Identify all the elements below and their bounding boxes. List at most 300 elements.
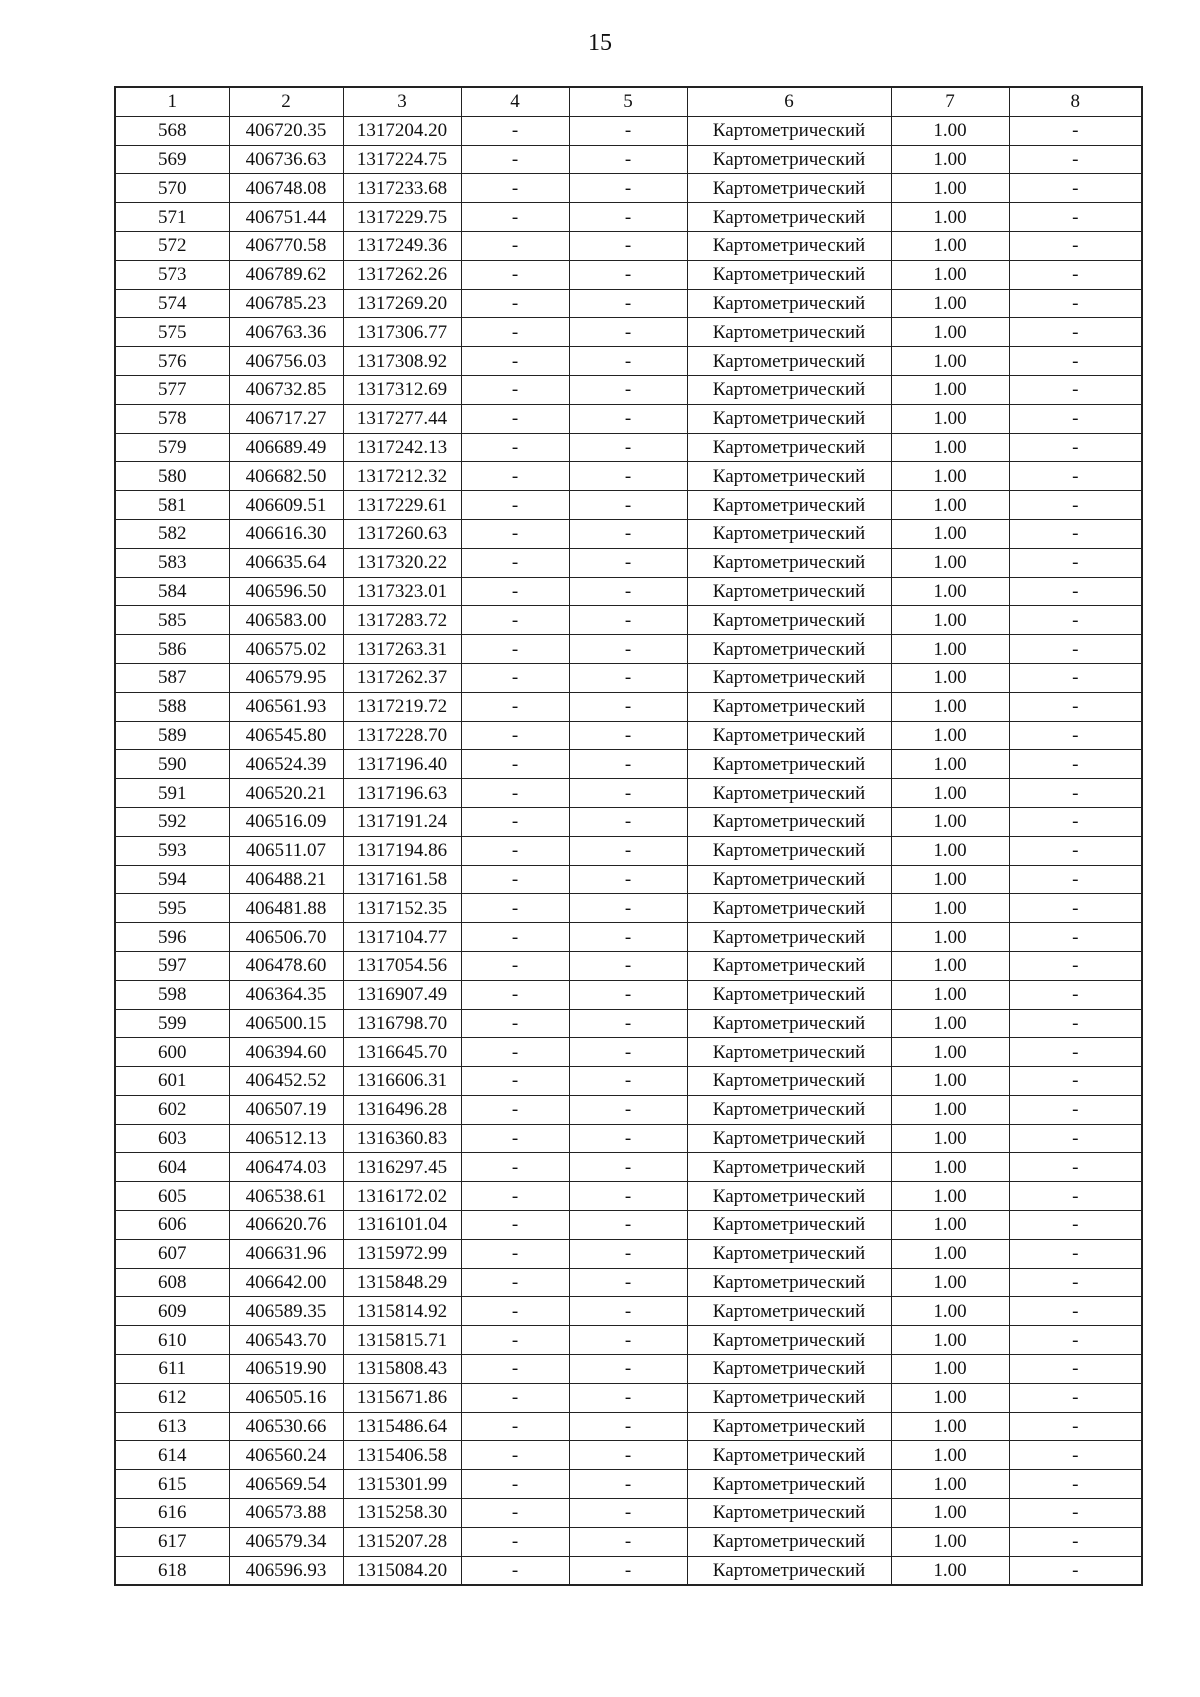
table-cell: -: [1009, 865, 1142, 894]
table-row: [115, 951, 1142, 980]
table-cell: -: [461, 1297, 569, 1326]
table-cell: -: [461, 433, 569, 462]
table-cell: Картометрический: [687, 1499, 891, 1528]
table-cell: 616: [115, 1499, 229, 1528]
table-cell: 583: [115, 548, 229, 577]
table-cell: 600: [115, 1038, 229, 1067]
table-row: [115, 1009, 1142, 1038]
table-cell: 406478.60: [229, 951, 343, 980]
table-row: [115, 1441, 1142, 1470]
table-cell: -: [569, 836, 687, 865]
table-row: [115, 404, 1142, 433]
table-cell: -: [1009, 692, 1142, 721]
table-cell: -: [1009, 980, 1142, 1009]
table-cell: -: [461, 635, 569, 664]
table-cell: -: [569, 347, 687, 376]
table-cell: Картометрический: [687, 1470, 891, 1499]
table-cell: -: [569, 1268, 687, 1297]
table-cell: 593: [115, 836, 229, 865]
table-row: [115, 894, 1142, 923]
table-row: [115, 375, 1142, 404]
table-cell: 1.00: [891, 375, 1009, 404]
table-cell: 406682.50: [229, 462, 343, 491]
table-cell: 1.00: [891, 779, 1009, 808]
table-cell: -: [1009, 663, 1142, 692]
table-cell: -: [1009, 318, 1142, 347]
table-cell: 584: [115, 577, 229, 606]
table-cell: -: [461, 1527, 569, 1556]
table-cell: 1315671.86: [343, 1383, 461, 1412]
table-cell: Картометрический: [687, 289, 891, 318]
table-row: [115, 433, 1142, 462]
table-cell: -: [569, 260, 687, 289]
table-cell: Картометрический: [687, 1009, 891, 1038]
table-row: [115, 1383, 1142, 1412]
table-cell: -: [461, 980, 569, 1009]
page-number: 15: [588, 30, 612, 56]
table-cell: 1316606.31: [343, 1067, 461, 1096]
table-cell: 406717.27: [229, 404, 343, 433]
table-cell: 406488.21: [229, 865, 343, 894]
table-cell: -: [1009, 519, 1142, 548]
table-cell: 1317242.13: [343, 433, 461, 462]
table-row: [115, 1268, 1142, 1297]
table-cell: 1.00: [891, 1441, 1009, 1470]
table-cell: 1317269.20: [343, 289, 461, 318]
table-row: [115, 836, 1142, 865]
table-cell: -: [569, 1067, 687, 1096]
table-cell: 1.00: [891, 1239, 1009, 1268]
table-cell: 1.00: [891, 1095, 1009, 1124]
table-cell: 610: [115, 1326, 229, 1355]
table-cell: -: [1009, 260, 1142, 289]
table-cell: 582: [115, 519, 229, 548]
table-cell: 406481.88: [229, 894, 343, 923]
table-cell: 1317229.75: [343, 203, 461, 232]
table-cell: 1316172.02: [343, 1182, 461, 1211]
table-cell: Картометрический: [687, 663, 891, 692]
table-cell: -: [1009, 203, 1142, 232]
table-cell: 598: [115, 980, 229, 1009]
table-cell: 406689.49: [229, 433, 343, 462]
table-row: [115, 491, 1142, 520]
table-cell: -: [1009, 894, 1142, 923]
table-cell: 1.00: [891, 1211, 1009, 1240]
table-cell: 1.00: [891, 663, 1009, 692]
table-cell: 1.00: [891, 836, 1009, 865]
table-cell: -: [569, 721, 687, 750]
table-cell: -: [569, 462, 687, 491]
table-cell: -: [1009, 1038, 1142, 1067]
table-cell: 406569.54: [229, 1470, 343, 1499]
table-cell: 618: [115, 1556, 229, 1585]
table-cell: 1.00: [891, 951, 1009, 980]
table-cell: 591: [115, 779, 229, 808]
table-cell: 1317320.22: [343, 548, 461, 577]
column-header: 8: [1009, 87, 1142, 116]
table-cell: 406579.95: [229, 663, 343, 692]
table-cell: -: [1009, 1211, 1142, 1240]
table-cell: Картометрический: [687, 548, 891, 577]
table-row: [115, 1095, 1142, 1124]
table-cell: 1.00: [891, 1412, 1009, 1441]
table-cell: 1.00: [891, 923, 1009, 952]
table-cell: 406596.93: [229, 1556, 343, 1585]
table-cell: 406763.36: [229, 318, 343, 347]
table-cell: -: [1009, 836, 1142, 865]
table-row: [115, 462, 1142, 491]
table-cell: 1315406.58: [343, 1441, 461, 1470]
table-cell: 599: [115, 1009, 229, 1038]
table-cell: -: [1009, 375, 1142, 404]
table-cell: Картометрический: [687, 951, 891, 980]
table-cell: Картометрический: [687, 462, 891, 491]
table-cell: -: [569, 404, 687, 433]
table-cell: -: [461, 347, 569, 376]
table-row: [115, 1182, 1142, 1211]
table-cell: 605: [115, 1182, 229, 1211]
column-header: 5: [569, 87, 687, 116]
table-cell: 1315301.99: [343, 1470, 461, 1499]
table-cell: -: [569, 1239, 687, 1268]
table-cell: 608: [115, 1268, 229, 1297]
table-cell: 1317306.77: [343, 318, 461, 347]
table-cell: Картометрический: [687, 231, 891, 260]
table-row: [115, 750, 1142, 779]
table-cell: 1.00: [891, 1268, 1009, 1297]
table-cell: 1.00: [891, 203, 1009, 232]
table-row: [115, 519, 1142, 548]
table-cell: 406756.03: [229, 347, 343, 376]
table-cell: 1317312.69: [343, 375, 461, 404]
table-cell: 406538.61: [229, 1182, 343, 1211]
table-cell: -: [461, 894, 569, 923]
table-cell: -: [461, 1211, 569, 1240]
table-cell: 1315972.99: [343, 1239, 461, 1268]
table-cell: 406596.50: [229, 577, 343, 606]
table-cell: 577: [115, 375, 229, 404]
table-cell: -: [1009, 1297, 1142, 1326]
table-cell: 406583.00: [229, 606, 343, 635]
table-cell: 1.00: [891, 289, 1009, 318]
table-cell: 406505.16: [229, 1383, 343, 1412]
table-cell: -: [569, 289, 687, 318]
table-cell: 569: [115, 145, 229, 174]
table-cell: 1.00: [891, 1527, 1009, 1556]
table-cell: -: [1009, 750, 1142, 779]
table-cell: 592: [115, 807, 229, 836]
table-cell: 406560.24: [229, 1441, 343, 1470]
table-cell: 1316360.83: [343, 1124, 461, 1153]
table-cell: 585: [115, 606, 229, 635]
table-cell: -: [569, 1556, 687, 1585]
table-cell: 571: [115, 203, 229, 232]
table-cell: 580: [115, 462, 229, 491]
column-header: 4: [461, 87, 569, 116]
table-cell: 1.00: [891, 1182, 1009, 1211]
table-row: [115, 865, 1142, 894]
table-cell: -: [1009, 1268, 1142, 1297]
table-cell: -: [1009, 1124, 1142, 1153]
table-cell: 406631.96: [229, 1239, 343, 1268]
table-cell: -: [461, 1383, 569, 1412]
table-cell: -: [461, 289, 569, 318]
table-cell: -: [461, 779, 569, 808]
table-cell: 406620.76: [229, 1211, 343, 1240]
table-cell: -: [1009, 1527, 1142, 1556]
table-row: [115, 1038, 1142, 1067]
table-cell: -: [569, 923, 687, 952]
table-cell: 602: [115, 1095, 229, 1124]
table-cell: 1.00: [891, 174, 1009, 203]
table-cell: Картометрический: [687, 836, 891, 865]
table-cell: 1.00: [891, 1153, 1009, 1182]
table-cell: -: [1009, 606, 1142, 635]
table-cell: 609: [115, 1297, 229, 1326]
table-cell: 1.00: [891, 606, 1009, 635]
table-row: [115, 1556, 1142, 1585]
table-cell: Картометрический: [687, 1067, 891, 1096]
table-row: [115, 606, 1142, 635]
table-row: [115, 692, 1142, 721]
table-cell: Картометрический: [687, 980, 891, 1009]
table-cell: 406751.44: [229, 203, 343, 232]
table-row: [115, 231, 1142, 260]
table-cell: 1317263.31: [343, 635, 461, 664]
table-cell: -: [569, 1124, 687, 1153]
table-cell: 406545.80: [229, 721, 343, 750]
table-cell: 1.00: [891, 807, 1009, 836]
table-cell: 406452.52: [229, 1067, 343, 1096]
table-cell: -: [1009, 462, 1142, 491]
table-cell: -: [1009, 1499, 1142, 1528]
table-cell: -: [1009, 1556, 1142, 1585]
table-cell: -: [461, 404, 569, 433]
table-cell: Картометрический: [687, 404, 891, 433]
table-cell: 406609.51: [229, 491, 343, 520]
table-cell: 1.00: [891, 404, 1009, 433]
table-cell: -: [1009, 347, 1142, 376]
table-cell: 1317054.56: [343, 951, 461, 980]
table-cell: 1317161.58: [343, 865, 461, 894]
table-cell: -: [461, 1182, 569, 1211]
table-cell: -: [569, 145, 687, 174]
table-cell: -: [461, 1239, 569, 1268]
table-cell: Картометрический: [687, 1038, 891, 1067]
table-cell: 1315207.28: [343, 1527, 461, 1556]
table-row: [115, 1355, 1142, 1384]
table-cell: 615: [115, 1470, 229, 1499]
coordinates-table: [114, 86, 1143, 1586]
table-cell: 1.00: [891, 577, 1009, 606]
table-cell: -: [569, 116, 687, 145]
table-cell: Картометрический: [687, 203, 891, 232]
table-cell: 406506.70: [229, 923, 343, 952]
table-cell: Картометрический: [687, 635, 891, 664]
table-cell: 406785.23: [229, 289, 343, 318]
table-cell: 406507.19: [229, 1095, 343, 1124]
table-cell: -: [461, 1441, 569, 1470]
table-cell: 597: [115, 951, 229, 980]
table-cell: 1317233.68: [343, 174, 461, 203]
table-cell: 601: [115, 1067, 229, 1096]
table-cell: 1316496.28: [343, 1095, 461, 1124]
table-cell: -: [461, 375, 569, 404]
table-cell: -: [461, 1067, 569, 1096]
table-cell: -: [461, 923, 569, 952]
table-cell: -: [461, 1153, 569, 1182]
table-cell: -: [461, 1326, 569, 1355]
table-cell: Картометрический: [687, 807, 891, 836]
table-cell: 1317323.01: [343, 577, 461, 606]
table-cell: 1.00: [891, 116, 1009, 145]
table-cell: -: [461, 491, 569, 520]
table-cell: 406524.39: [229, 750, 343, 779]
table-cell: Картометрический: [687, 347, 891, 376]
column-header: 1: [115, 87, 229, 116]
table-cell: -: [1009, 231, 1142, 260]
table-cell: 612: [115, 1383, 229, 1412]
table-row: [115, 1412, 1142, 1441]
table-cell: 406500.15: [229, 1009, 343, 1038]
table-cell: -: [461, 462, 569, 491]
table-cell: 1317262.26: [343, 260, 461, 289]
table-cell: 578: [115, 404, 229, 433]
table-cell: 1317194.86: [343, 836, 461, 865]
table-cell: -: [1009, 1182, 1142, 1211]
table-cell: 1.00: [891, 635, 1009, 664]
table-cell: 594: [115, 865, 229, 894]
table-cell: -: [461, 1556, 569, 1585]
table-cell: 617: [115, 1527, 229, 1556]
table-row: [115, 203, 1142, 232]
table-cell: 1317104.77: [343, 923, 461, 952]
table-cell: -: [461, 1499, 569, 1528]
table-cell: 406748.08: [229, 174, 343, 203]
table-cell: -: [461, 116, 569, 145]
table-cell: -: [1009, 807, 1142, 836]
table-cell: 1.00: [891, 260, 1009, 289]
table-cell: 606: [115, 1211, 229, 1240]
table-cell: -: [569, 375, 687, 404]
table-cell: 1317224.75: [343, 145, 461, 174]
table-cell: -: [1009, 1355, 1142, 1384]
table-cell: 1.00: [891, 1556, 1009, 1585]
table-cell: 1315808.43: [343, 1355, 461, 1384]
table-row: [115, 1527, 1142, 1556]
table-cell: 1.00: [891, 1383, 1009, 1412]
table-cell: -: [1009, 289, 1142, 318]
table-cell: -: [569, 1383, 687, 1412]
table-cell: 611: [115, 1355, 229, 1384]
table-cell: Картометрический: [687, 577, 891, 606]
table-cell: 570: [115, 174, 229, 203]
table-cell: -: [569, 577, 687, 606]
table-cell: -: [569, 980, 687, 1009]
table-cell: -: [461, 1412, 569, 1441]
table-cell: -: [569, 750, 687, 779]
table-row: [115, 779, 1142, 808]
table-cell: 1317212.32: [343, 462, 461, 491]
table-cell: 587: [115, 663, 229, 692]
table-cell: Картометрический: [687, 692, 891, 721]
table-cell: -: [569, 433, 687, 462]
table-cell: 1317262.37: [343, 663, 461, 692]
table-cell: 573: [115, 260, 229, 289]
table-cell: -: [569, 1095, 687, 1124]
table-row: [115, 663, 1142, 692]
table-cell: -: [461, 318, 569, 347]
table-cell: -: [1009, 923, 1142, 952]
table-cell: 574: [115, 289, 229, 318]
table-cell: -: [569, 894, 687, 923]
table-cell: Картометрический: [687, 1239, 891, 1268]
table-cell: 406720.35: [229, 116, 343, 145]
table-cell: -: [461, 519, 569, 548]
table-cell: -: [461, 692, 569, 721]
table-row: [115, 1211, 1142, 1240]
table-row: [115, 1239, 1142, 1268]
table-cell: 406543.70: [229, 1326, 343, 1355]
table-cell: 406732.85: [229, 375, 343, 404]
table-cell: -: [569, 1326, 687, 1355]
table-row: [115, 289, 1142, 318]
table-cell: -: [461, 174, 569, 203]
table-row: [115, 1153, 1142, 1182]
table-header-row: [115, 87, 1142, 116]
table-cell: 1.00: [891, 462, 1009, 491]
table-cell: 614: [115, 1441, 229, 1470]
table-cell: Картометрический: [687, 1182, 891, 1211]
table-cell: 406364.35: [229, 980, 343, 1009]
table-cell: 1317191.24: [343, 807, 461, 836]
table-cell: 576: [115, 347, 229, 376]
table-cell: 1.00: [891, 721, 1009, 750]
table-cell: -: [461, 1095, 569, 1124]
table-cell: 406520.21: [229, 779, 343, 808]
table-cell: 1.00: [891, 1297, 1009, 1326]
table-cell: Картометрический: [687, 1268, 891, 1297]
table-cell: -: [569, 1499, 687, 1528]
table-cell: Картометрический: [687, 1355, 891, 1384]
table-cell: 596: [115, 923, 229, 952]
table-cell: 406616.30: [229, 519, 343, 548]
table-cell: 1.00: [891, 1326, 1009, 1355]
table-row: [115, 260, 1142, 289]
table-cell: -: [461, 260, 569, 289]
table-cell: 406519.90: [229, 1355, 343, 1384]
table-cell: 595: [115, 894, 229, 923]
table-cell: 1.00: [891, 894, 1009, 923]
table-cell: 1.00: [891, 980, 1009, 1009]
table-cell: 406561.93: [229, 692, 343, 721]
table-cell: 406770.58: [229, 231, 343, 260]
table-cell: Картометрический: [687, 433, 891, 462]
table-cell: 579: [115, 433, 229, 462]
table-cell: -: [569, 1153, 687, 1182]
table-cell: -: [569, 1412, 687, 1441]
table-cell: -: [569, 203, 687, 232]
table-cell: 1317260.63: [343, 519, 461, 548]
table-cell: 406589.35: [229, 1297, 343, 1326]
table-row: [115, 347, 1142, 376]
table-cell: 406642.00: [229, 1268, 343, 1297]
table-cell: Картометрический: [687, 174, 891, 203]
table-cell: -: [569, 1211, 687, 1240]
table-cell: -: [1009, 951, 1142, 980]
table-cell: 581: [115, 491, 229, 520]
table-cell: -: [1009, 779, 1142, 808]
